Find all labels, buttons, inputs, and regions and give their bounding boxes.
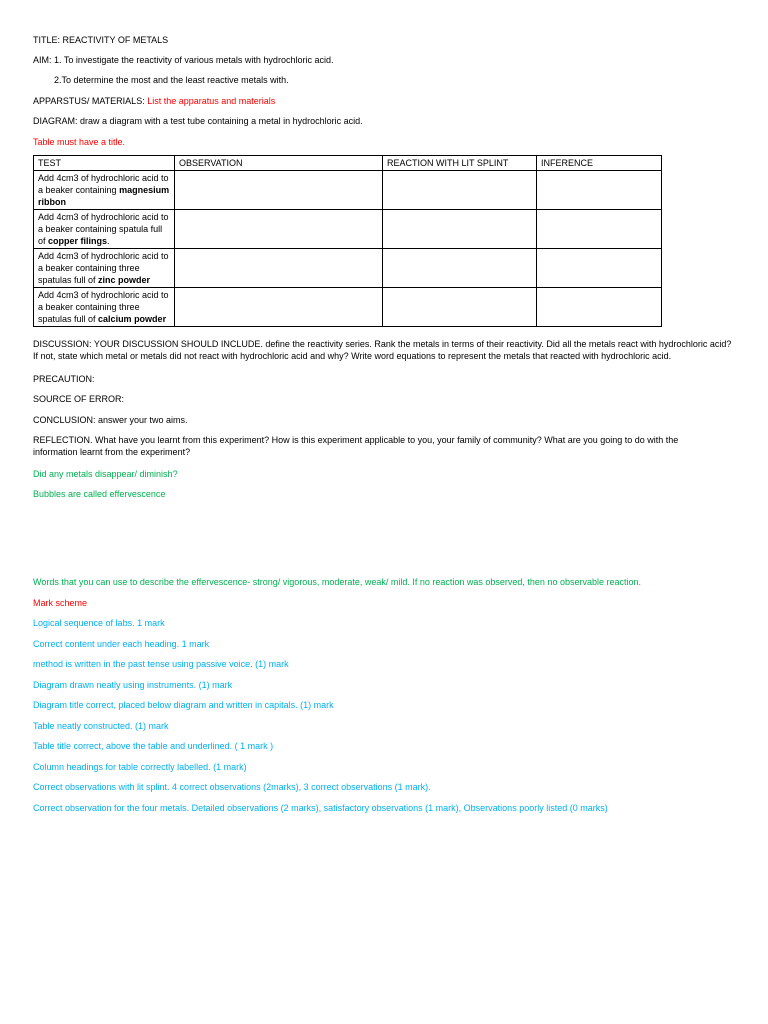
hint-metals-disappear: Did any metals disappear/ diminish? [33,469,178,479]
apparatus-label: APPARSTUS/ MATERIALS: [33,96,145,106]
hint-effervescence-words: Words that you can use to describe the effervescence- strong/ vigorous, moderate, weak/ mild. If no reaction was observed, then no observable reaction. [33,577,641,587]
mark-item: Correct content under each heading. 1 mark [33,639,210,649]
mark-item: Diagram drawn neatly using instruments. (1) mark [33,680,233,690]
inference-cell [537,210,662,249]
test-cell-calcium: Add 4cm3 of hydrochloric acid to a beaker containing three spatulas full of calcium powder [34,288,175,327]
header-observation: OBSERVATION [175,156,383,171]
observation-cell [175,171,383,210]
mark-item: Logical sequence of labs. 1 mark [33,618,165,628]
diagram-instruction: DIAGRAM: draw a diagram with a test tube containing a metal in hydrochloric acid. [33,116,363,126]
mark-item: Column headings for table correctly labelled. (1 mark) [33,762,247,772]
hint-effervescence: Bubbles are called effervescence [33,489,166,499]
reflection: REFLECTION. What have you learnt from this experiment? How is this experiment applicable to you, your family of community? What are you going to do with the information learnt from the experiment? [33,435,679,457]
observation-cell [175,288,383,327]
inference-cell [537,171,662,210]
mark-item: Table title correct, above the table and underlined. ( 1 mark ) [33,741,274,751]
mark-item: Correct observations with lit splint. 4 correct observations (2marks), 3 correct observations (1 mark). [33,782,431,792]
lit-splint-cell [383,210,537,249]
observation-cell [175,210,383,249]
mark-item: Diagram title correct, placed below diagram and written in capitals. (1) mark [33,700,334,710]
mark-scheme-heading: Mark scheme [33,598,88,608]
discussion: DISCUSSION: YOUR DISCUSSION SHOULD INCLUDE. define the reactivity series. Rank the metals in terms of their reactivity. Did all the metals react with hydrochloric acid? If not, state which metal or metals did not react with hydrochloric acid and why? Write word equations to represent the metals that reacted with hydrochloric acid. [33,339,732,361]
inference-cell [537,249,662,288]
lit-splint-cell [383,249,537,288]
table-header-row [34,156,662,171]
conclusion: CONCLUSION: answer your two aims. [33,415,188,425]
header-test: TEST [34,156,175,171]
mark-item: Table neatly constructed. (1) mark [33,721,169,731]
aim-2: 2.To determine the most and the least reactive metals with. [54,75,289,85]
test-cell-zinc: Add 4cm3 of hydrochloric acid to a beaker containing three spatulas full of zinc powder [34,249,175,288]
apparatus-note: List the apparatus and materials [147,96,276,106]
table-row [34,210,662,249]
mark-item: method is written in the past tense using passive voice. (1) mark [33,659,289,669]
aim-1: AIM: 1. To investigate the reactivity of various metals with hydrochloric acid. [33,55,334,65]
table-note: Table must have a title. [33,137,126,147]
table-row [34,171,662,210]
doc-title: TITLE: REACTIVITY OF METALS [33,35,169,45]
inference-cell [537,288,662,327]
lit-splint-cell [383,288,537,327]
apparatus-line [33,95,275,107]
lit-splint-cell [383,171,537,210]
test-cell-magnesium: Add 4cm3 of hydrochloric acid to a beaker containing magnesium ribbon [34,171,175,210]
header-inference: INFERENCE [537,156,662,171]
table-row [34,288,662,327]
results-table [33,155,662,327]
source-of-error: SOURCE OF ERROR: [33,394,125,404]
observation-cell [175,249,383,288]
header-lit-splint: REACTION WITH LIT SPLINT [383,156,537,171]
table-row [34,249,662,288]
precaution: PRECAUTION: [33,374,95,384]
mark-item: Correct observation for the four metals. Detailed observations (2 marks), satisfactory observations (1 mark), Observations poorly listed (0 marks) [33,803,608,813]
test-cell-copper: Add 4cm3 of hydrochloric acid to a beaker containing spatula full of copper filings. [34,210,175,249]
